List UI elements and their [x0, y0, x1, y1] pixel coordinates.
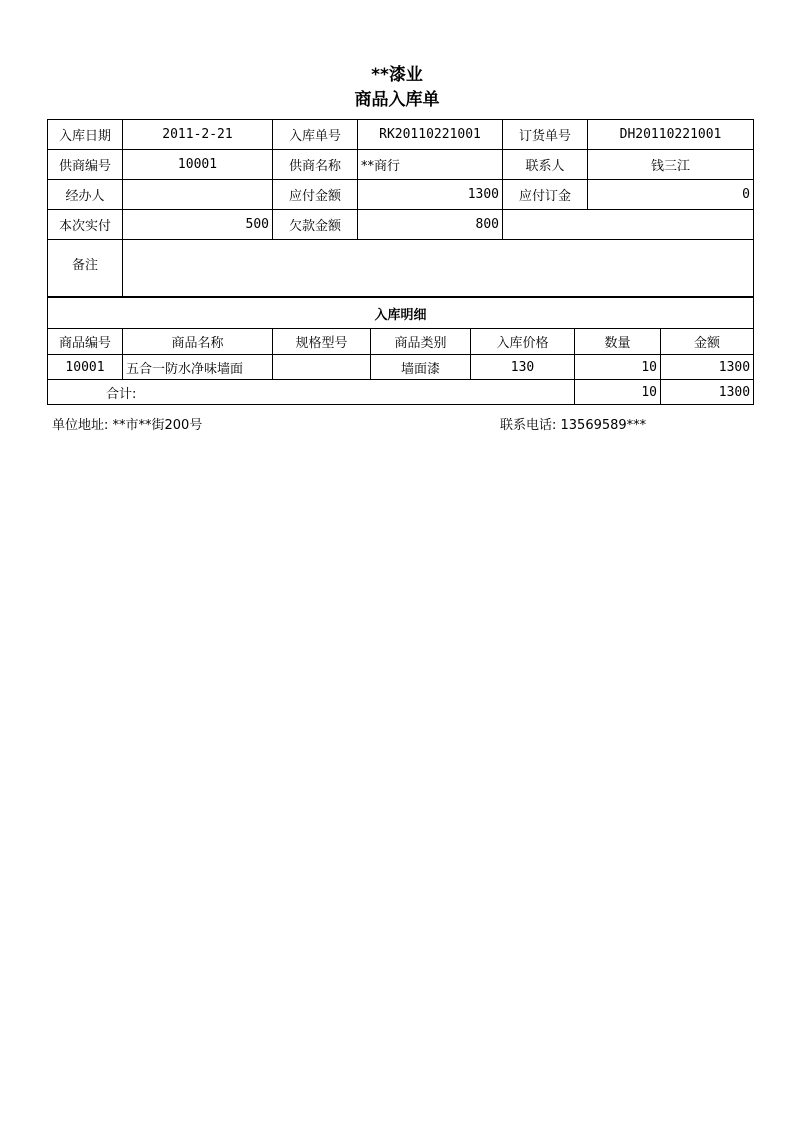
- supplier-code-value[interactable]: 10001: [123, 150, 273, 180]
- company-name: **漆业: [371, 65, 423, 85]
- entry-no-label: 入库单号: [273, 120, 358, 150]
- paid-value[interactable]: 500: [123, 210, 273, 240]
- owed-label: 欠款金额: [273, 210, 358, 240]
- supplier-name-label: 供商名称: [273, 150, 358, 180]
- handler-value[interactable]: [123, 180, 273, 210]
- col-header: 入库价格: [471, 329, 575, 355]
- item-amount[interactable]: 1300: [661, 355, 754, 380]
- empty-cell: [503, 210, 754, 240]
- order-no-label: 订货单号: [503, 120, 588, 150]
- remark-value[interactable]: [123, 240, 754, 297]
- paid-label: 本次实付: [48, 210, 123, 240]
- remark-label: 备注: [48, 240, 123, 297]
- supplier-name-value[interactable]: **商行: [358, 150, 503, 180]
- payable-value[interactable]: 1300: [358, 180, 503, 210]
- col-header: 商品类别: [371, 329, 471, 355]
- entry-no-value[interactable]: RK20110221001: [358, 120, 503, 150]
- company-address: 单位地址: **市**街200号: [52, 418, 203, 433]
- contact-label: 联系人: [503, 150, 588, 180]
- table-row: [48, 355, 754, 380]
- order-no-value[interactable]: DH20110221001: [588, 120, 754, 150]
- total-amount: 1300: [661, 380, 754, 405]
- document-title: 商品入库单: [354, 90, 440, 110]
- item-spec[interactable]: [273, 355, 371, 380]
- col-header: 数量: [575, 329, 661, 355]
- total-qty: 10: [575, 380, 661, 405]
- company-phone: 联系电话: 13569589***: [500, 418, 647, 433]
- detail-header-row: [48, 329, 754, 355]
- contact-value[interactable]: 钱三江: [588, 150, 754, 180]
- col-header: 规格型号: [273, 329, 371, 355]
- owed-value[interactable]: 800: [358, 210, 503, 240]
- item-code[interactable]: 10001: [48, 355, 123, 380]
- item-price[interactable]: 130: [471, 355, 575, 380]
- deposit-value[interactable]: 0: [588, 180, 754, 210]
- col-header: 金额: [661, 329, 754, 355]
- supplier-code-label: 供商编号: [48, 150, 123, 180]
- entry-date-label: 入库日期: [48, 120, 123, 150]
- payable-label: 应付金额: [273, 180, 358, 210]
- col-header: 商品名称: [123, 329, 273, 355]
- total-label: 合计:: [48, 380, 575, 405]
- handler-label: 经办人: [48, 180, 123, 210]
- item-category[interactable]: 墙面漆: [371, 355, 471, 380]
- entry-detail-table: [47, 297, 754, 405]
- total-row: [48, 380, 754, 405]
- col-header: 商品编号: [48, 329, 123, 355]
- detail-section-title: 入库明细: [48, 298, 754, 329]
- entry-info-table: [47, 119, 754, 297]
- item-name[interactable]: 五合一防水净味墙面: [123, 355, 273, 380]
- item-qty[interactable]: 10: [575, 355, 661, 380]
- entry-date-value[interactable]: 2011-2-21: [123, 120, 273, 150]
- deposit-label: 应付订金: [503, 180, 588, 210]
